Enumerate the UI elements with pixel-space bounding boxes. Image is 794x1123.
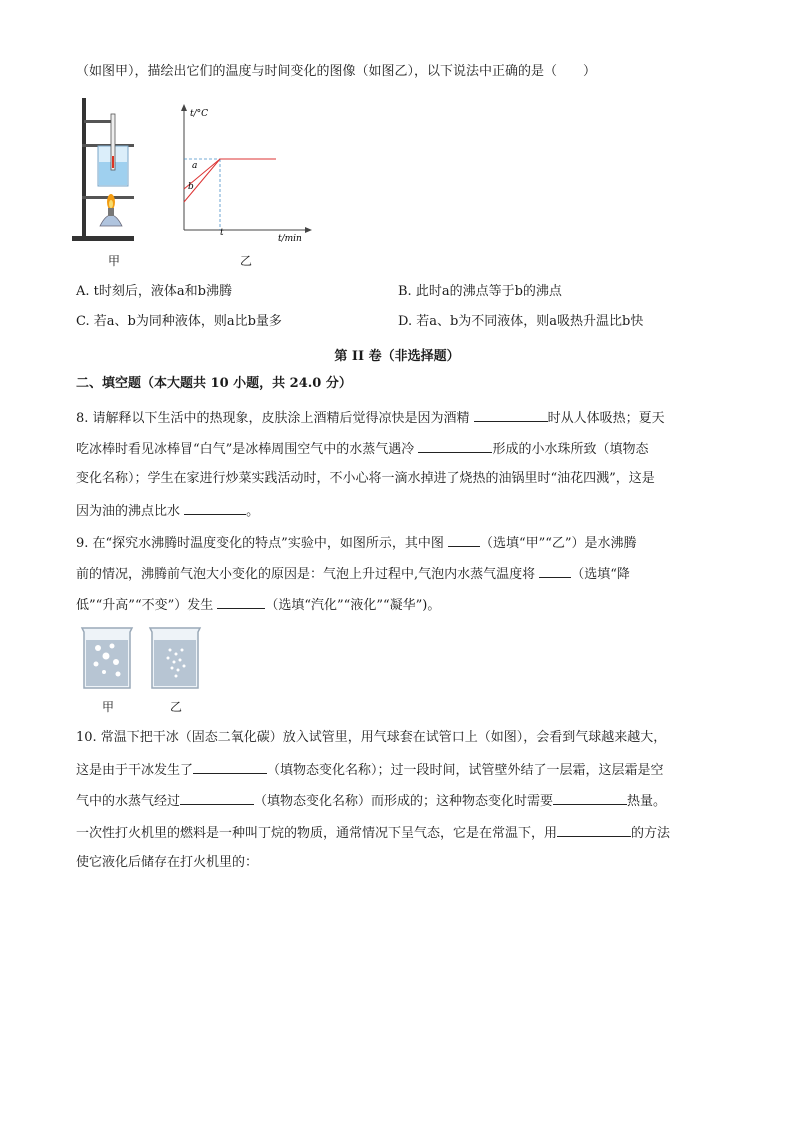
q8-line-4 — [76, 502, 259, 520]
q7-stem: （如图甲），描绘出它们的温度与时间变化的图像（如图乙），以下说法中正确的是（ ） — [76, 64, 597, 79]
q8-line-4-text: 因为油的沸点比水 — [76, 504, 185, 519]
part-title: 二、填空题（本大题共 10 小题，共 24.0 分） — [76, 376, 352, 391]
q10-line-3-text: 气中的水蒸气经过 — [76, 794, 181, 809]
q8-line-4-tail: 。 — [246, 504, 260, 519]
option-c: C. 若a、b为同种液体，则a比b量多 — [76, 314, 282, 329]
q9-line-3-text: 低”“升高”“不变”）发生 — [76, 598, 218, 613]
graph-curve-a-label: a — [192, 161, 198, 171]
option-a: A. t时刻后，液体a和b沸腾 — [76, 284, 232, 299]
q8-line-2-text: 吃冰棒时看见冰棒冒“白气”是冰棒周围空气中的水蒸气遇冷 — [76, 442, 419, 457]
graph-y-label: t/°C — [190, 109, 209, 119]
q8-line-1-tail: 时从人体吸热；夏天 — [547, 411, 665, 426]
graph-t-tick: t — [220, 228, 224, 238]
beaker-yi-figure — [146, 626, 204, 690]
q9-line-2 — [76, 565, 630, 583]
q10-blank-3[interactable] — [553, 792, 627, 805]
q10-line-2 — [76, 761, 664, 779]
q9-blank-3[interactable] — [217, 596, 265, 609]
q10-line-2-text: 这是由于干冰发生了 — [76, 763, 194, 778]
q10-line-4-text: 一次性打火机里的燃料是一种叫丁烷的物质，通常情况下呈气态，它是在常温下，用 — [76, 826, 558, 841]
q10-line-4 — [76, 824, 670, 842]
q9-line-2-tail: （选填“降 — [571, 567, 630, 582]
heating-apparatus-figure — [70, 96, 142, 244]
option-b: B. 此时a的沸点等于b的沸点 — [398, 284, 562, 299]
q8-line-1-text: 8. 请解释以下生活中的热现象，皮肤涂上酒精后觉得凉快是因为酒精 — [76, 411, 474, 426]
q9-line-1-tail: （选填“甲”“乙”）是水沸腾 — [479, 536, 637, 551]
q9-line-3 — [76, 596, 440, 614]
q8-blank-3[interactable] — [184, 502, 246, 515]
q10-blank-4[interactable] — [557, 824, 631, 837]
graph-x-label: t/min — [278, 234, 302, 244]
q10-line-4-tail: 的方法 — [631, 826, 671, 841]
q10-line-5: 使它液化后储存在打火机里的： — [76, 855, 259, 870]
beaker-yi-caption: 乙 — [170, 700, 183, 714]
beaker-jia-figure — [78, 626, 136, 690]
q10-line-2-tail: （填物态变化名称）；过一段时间，试管壁外结了一层霜，这层霜是空 — [267, 763, 664, 778]
q10-blank-1[interactable] — [193, 761, 267, 774]
q10-line-3 — [76, 792, 666, 810]
q8-line-1 — [76, 409, 665, 427]
q8-line-2-tail: 形成的小水珠所致（填物态 — [492, 442, 649, 457]
q8-line-2 — [76, 440, 648, 458]
graph-curve-b-label: b — [188, 182, 194, 192]
figure-jia-caption: 甲 — [108, 254, 121, 268]
q9-line-1 — [76, 534, 637, 552]
option-d: D. 若a、b为不同液体，则a吸热升温比b快 — [398, 314, 644, 329]
q9-line-2-text: 前的情况，沸腾前气泡大小变化的原因是：气泡上升过程中,气泡内水蒸气温度将 — [76, 567, 540, 582]
q10-line-1: 10. 常温下把干冰（固态二氧化碳）放入试管里，用气球套在试管口上（如图），会看到气球越来越大， — [76, 730, 667, 745]
q9-line-1-text: 9. 在“探究水沸腾时温度变化的特点”实验中，如图所示，其中图 — [76, 536, 448, 551]
q10-line-3-mid: （填物态变化名称）而形成的；这种物态变化时需要 — [254, 794, 554, 809]
q9-blank-2[interactable] — [539, 565, 571, 578]
q8-line-3: 变化名称）；学生在家进行炒菜实践活动时，不小心将一滴水掉进了烧热的油锅里时“油花四溅”，这是 — [76, 471, 655, 486]
q10-line-3-tail: 热量。 — [627, 794, 667, 809]
volume-title: 第 II 卷（非选择题） — [334, 349, 460, 364]
temperature-time-graph — [174, 104, 320, 244]
q8-blank-2[interactable] — [418, 440, 492, 453]
q10-blank-2[interactable] — [180, 792, 254, 805]
q9-line-3-tail: （选填“汽化”“液化”“凝华”)。 — [265, 598, 441, 613]
q8-blank-1[interactable] — [474, 409, 548, 422]
figure-yi-caption: 乙 — [240, 254, 253, 268]
q9-blank-1[interactable] — [448, 534, 480, 547]
beaker-jia-caption: 甲 — [102, 700, 115, 714]
